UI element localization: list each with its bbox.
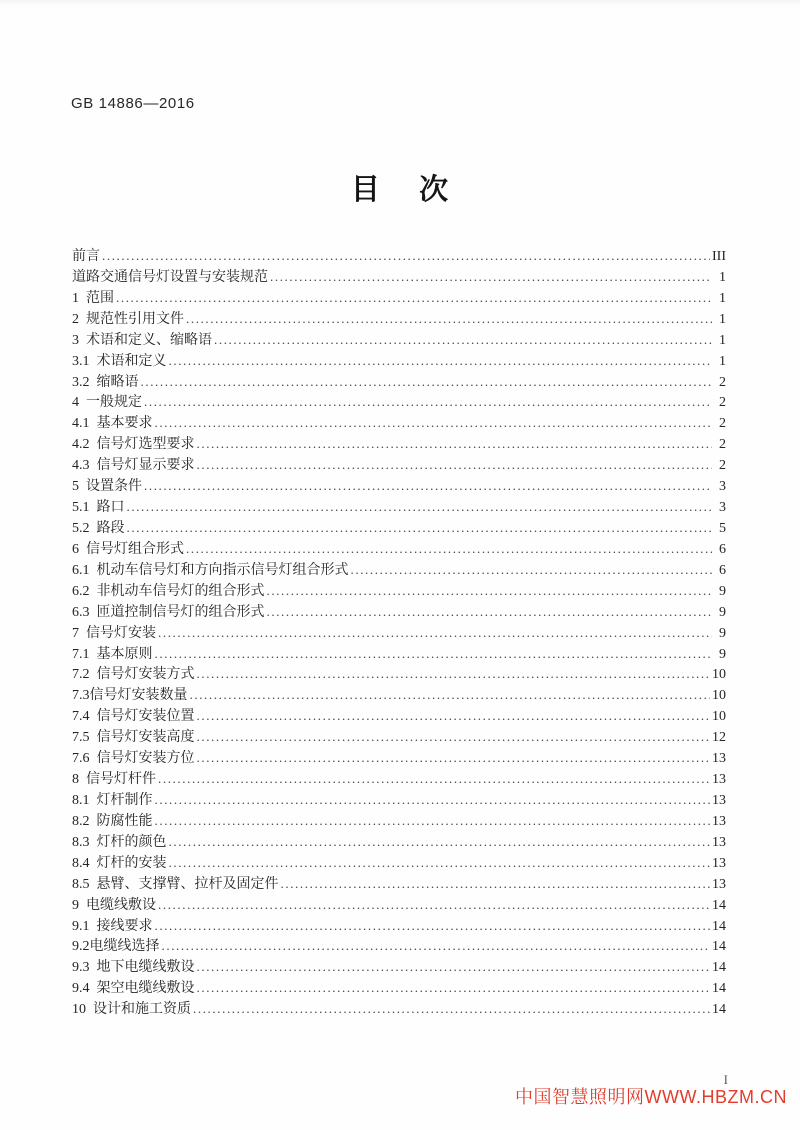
toc-entry-page: 2 [719, 374, 726, 390]
toc-entry [72, 455, 726, 476]
toc-entry [72, 623, 726, 644]
toc-entry-label: 8.2 防腐性能 [72, 813, 153, 829]
toc-leader-dots [197, 957, 711, 979]
toc-entry-label: 9.4 架空电缆线敷设 [72, 981, 195, 997]
toc-entry [72, 706, 726, 727]
toc-leader-dots [197, 706, 711, 728]
toc-entry [72, 999, 726, 1020]
toc-entry-page: 3 [719, 500, 726, 516]
toc-leader-dots [155, 790, 711, 812]
toc-leader-dots [158, 769, 710, 791]
toc-leader-dots [127, 497, 713, 519]
toc-entry-page: 13 [712, 751, 726, 767]
toc-entry-page: 14 [712, 918, 726, 934]
standard-code: GB 14886—2016 [71, 95, 195, 112]
toc-entry-page: 13 [712, 792, 726, 808]
toc-leader-dots [155, 413, 713, 435]
toc-entry-page: 13 [712, 813, 726, 829]
toc-entry-page: 5 [719, 520, 726, 536]
toc-entry [72, 895, 726, 916]
toc-leader-dots [144, 476, 712, 498]
toc-entry-label: 7.5 信号灯安装高度 [72, 730, 195, 746]
toc-leader-dots [267, 602, 713, 624]
toc-entry [72, 916, 726, 937]
toc-entry-page: 1 [719, 290, 726, 306]
toc-entry-label: 7.2 信号灯安装方式 [72, 667, 195, 683]
toc-entry-label: 5.1 路口 [72, 500, 125, 516]
toc-leader-dots [155, 916, 711, 938]
toc-leader-dots [169, 853, 711, 875]
toc-leader-dots [158, 623, 712, 645]
toc-entry [72, 267, 726, 288]
toc-leader-dots [214, 330, 712, 352]
toc-entry-page: 3 [719, 479, 726, 495]
toc-entry [72, 413, 726, 434]
toc-entry [72, 560, 726, 581]
toc-entry-label: 7.1 基本原则 [72, 646, 153, 662]
toc-entry-page: 1 [719, 311, 726, 327]
toc-entry-label: 8.3 灯杆的颜色 [72, 834, 167, 850]
toc-leader-dots [193, 999, 710, 1021]
page-title: 目 次 [350, 174, 450, 206]
toc-leader-dots [270, 267, 712, 289]
toc-leader-dots [169, 832, 711, 854]
toc-entry-label: 6.1 机动车信号灯和方向指示信号灯组合形式 [72, 562, 349, 578]
toc-entry-label: 7.3信号灯安装数量 [72, 688, 188, 704]
toc-entry [72, 790, 726, 811]
toc-entry [72, 832, 726, 853]
toc-entry-label: 1 范围 [72, 290, 114, 306]
toc-entry-page: 13 [712, 834, 726, 850]
toc-entry-label: 3 术语和定义、缩略语 [72, 332, 212, 348]
toc-entry [72, 351, 726, 372]
toc-entry [72, 685, 726, 706]
toc-entry-page: 1 [719, 353, 726, 369]
toc-leader-dots [351, 560, 713, 582]
toc-entry-label: 4.2 信号灯选型要求 [72, 437, 195, 453]
toc-entry-page: III [712, 249, 726, 264]
toc-leader-dots [102, 246, 710, 268]
toc-leader-dots [155, 644, 713, 666]
toc-entry-page: 14 [712, 939, 726, 955]
toc-list [72, 246, 726, 1020]
toc-entry [72, 476, 726, 497]
toc-leader-dots [190, 685, 711, 707]
toc-entry-label: 7.4 信号灯安装位置 [72, 709, 195, 725]
toc-entry [72, 497, 726, 518]
toc-leader-dots [197, 434, 713, 456]
toc-leader-dots [186, 309, 712, 331]
toc-entry-page: 14 [712, 981, 726, 997]
toc-entry-label: 3.1 术语和定义 [72, 353, 167, 369]
toc-entry-label: 2 规范性引用文件 [72, 311, 184, 327]
toc-leader-dots [197, 978, 711, 1000]
toc-entry [72, 978, 726, 999]
toc-entry-label: 6 信号灯组合形式 [72, 541, 184, 557]
toc-entry-page: 13 [712, 855, 726, 871]
toc-entry-page: 10 [712, 709, 726, 725]
toc-entry [72, 769, 726, 790]
toc-entry [72, 246, 726, 267]
toc-entry-page: 2 [719, 395, 726, 411]
toc-leader-dots [155, 811, 711, 833]
toc-entry-page: 2 [719, 416, 726, 432]
toc-entry-label: 前言 [72, 249, 100, 264]
toc-entry-label: 8.1 灯杆制作 [72, 792, 153, 808]
toc-entry [72, 644, 726, 665]
toc-leader-dots [197, 748, 711, 770]
toc-entry-label: 7 信号灯安装 [72, 625, 156, 641]
toc-entry [72, 288, 726, 309]
toc-entry-page: 10 [712, 688, 726, 704]
toc-entry [72, 957, 726, 978]
toc-leader-dots [197, 727, 711, 749]
toc-entry-page: 14 [712, 1002, 726, 1018]
toc-entry [72, 372, 726, 393]
toc-entry-page: 13 [712, 876, 726, 892]
toc-leader-dots [141, 372, 713, 394]
toc-leader-dots [169, 351, 713, 373]
toc-entry-label: 5 设置条件 [72, 479, 142, 495]
toc-entry [72, 602, 726, 623]
toc-leader-dots [197, 664, 711, 686]
toc-entry [72, 330, 726, 351]
toc-entry-page: 9 [719, 625, 726, 641]
toc-entry [72, 811, 726, 832]
toc-entry-label: 4.1 基本要求 [72, 416, 153, 432]
toc-entry-page: 2 [719, 437, 726, 453]
toc-leader-dots [197, 455, 713, 477]
toc-entry-label: 6.3 匝道控制信号灯的组合形式 [72, 604, 265, 620]
toc-entry-page: 1 [719, 332, 726, 348]
toc-entry-label: 7.6 信号灯安装方位 [72, 751, 195, 767]
toc-entry-page: 9 [719, 604, 726, 620]
toc-entry [72, 539, 726, 560]
toc-entry [72, 936, 726, 957]
toc-entry-page: 9 [719, 583, 726, 599]
toc-entry-label: 4.3 信号灯显示要求 [72, 458, 195, 474]
watermark-text: 中国智慧照明网WWW.HBZM.CN [515, 1087, 787, 1107]
toc-entry-label: 9.2电缆线选择 [72, 939, 160, 955]
toc-entry-page: 9 [719, 646, 726, 662]
toc-entry [72, 727, 726, 748]
toc-leader-dots [186, 539, 712, 561]
toc-leader-dots [162, 936, 711, 958]
toc-entry [72, 581, 726, 602]
toc-entry-label: 9.3 地下电缆线敷设 [72, 960, 195, 976]
toc-entry-page: 6 [719, 562, 726, 578]
toc-leader-dots [158, 895, 710, 917]
toc-entry-label: 9.1 接线要求 [72, 918, 153, 934]
toc-entry [72, 748, 726, 769]
toc-leader-dots [267, 581, 713, 603]
toc-entry [72, 874, 726, 895]
toc-entry-page: 10 [712, 667, 726, 683]
page-number-roman: I [723, 1072, 728, 1087]
toc-entry-label: 8.5 悬臂、支撑臂、拉杆及固定件 [72, 876, 279, 892]
toc-entry-page: 1 [719, 269, 726, 285]
toc-entry-label: 8 信号灯杆件 [72, 772, 156, 788]
toc-entry-page: 14 [712, 897, 726, 913]
toc-entry [72, 518, 726, 539]
toc-leader-dots [144, 392, 712, 414]
toc-leader-dots [116, 288, 712, 310]
toc-entry-page: 14 [712, 960, 726, 976]
toc-entry-label: 4 一般规定 [72, 395, 142, 411]
toc-leader-dots [127, 518, 713, 540]
toc-entry-label: 10 设计和施工资质 [72, 1002, 191, 1018]
toc-entry-page: 13 [712, 772, 726, 788]
toc-entry [72, 309, 726, 330]
toc-entry-page: 6 [719, 541, 726, 557]
toc-entry [72, 434, 726, 455]
toc-entry-label: 9 电缆线敷设 [72, 897, 156, 913]
toc-leader-dots [281, 874, 711, 896]
toc-entry-label: 5.2 路段 [72, 520, 125, 536]
toc-entry [72, 853, 726, 874]
toc-entry-page: 12 [712, 730, 726, 746]
toc-entry [72, 392, 726, 413]
toc-entry-label: 道路交通信号灯设置与安装规范 [72, 269, 268, 285]
toc-entry-label: 6.2 非机动车信号灯的组合形式 [72, 583, 265, 599]
toc-entry-label: 8.4 灯杆的安装 [72, 855, 167, 871]
toc-entry-page: 2 [719, 458, 726, 474]
toc-entry-label: 3.2 缩略语 [72, 374, 139, 390]
toc-entry [72, 664, 726, 685]
